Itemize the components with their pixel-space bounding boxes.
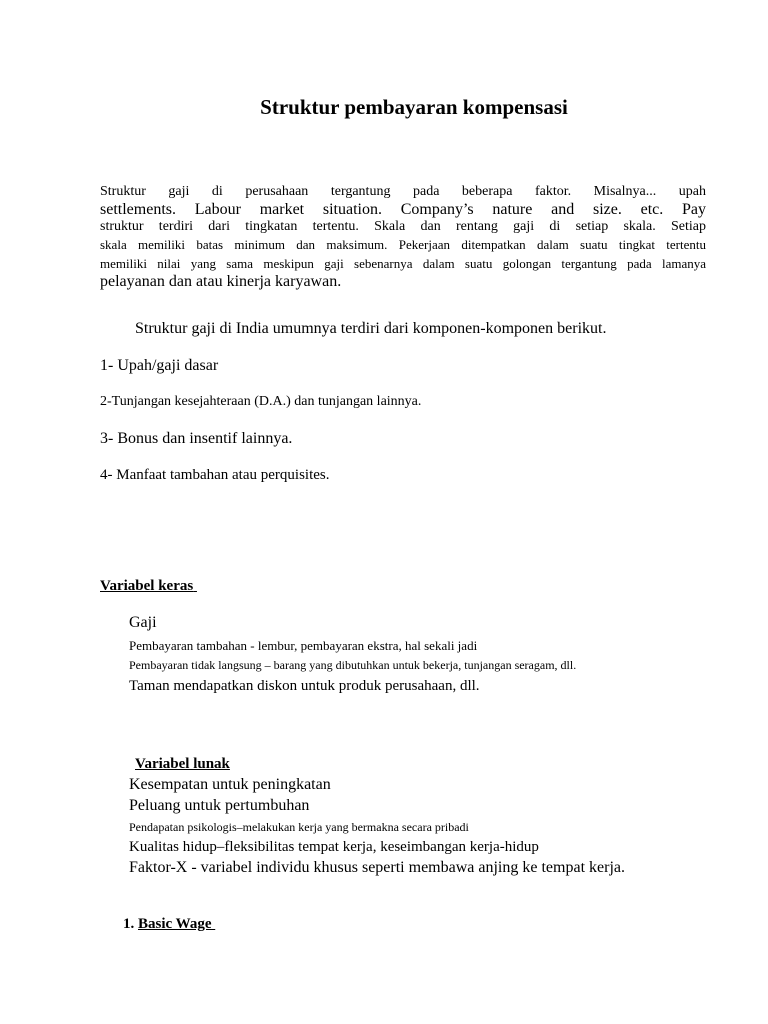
paragraph-line: skala memiliki batas minimum dan maksimum. Pekerjaan ditempatkan dalam suatu tingkat tertentu	[100, 236, 706, 252]
paragraph-line: memiliki nilai yang sama meskipun gaji sebenarnya dalam suatu golongan tergantung pada lamanya	[100, 255, 706, 271]
component-item: 4- Manfaat tambahan atau perquisites.	[100, 467, 330, 483]
section-number: 1.	[123, 916, 135, 932]
hard-variables-heading: Variabel keras	[100, 578, 194, 594]
intro-paragraph	[100, 184, 706, 292]
component-item: 2-Tunjangan kesejahteraan (D.A.) dan tunjangan lainnya.	[100, 394, 422, 409]
soft-variable-item: Peluang untuk pertumbuhan	[129, 797, 310, 814]
soft-variables-heading: Variabel lunak	[135, 756, 230, 772]
component-item: 3- Bonus dan insentif lainnya.	[100, 430, 293, 447]
paragraph-line: struktur terdiri dari tingkatan tertentu. Skala dan rentang gaji di setiap skala. Setiap	[100, 219, 706, 235]
paragraph-line: settlements. Labour market situation. Company’s nature and size. etc. Pay	[100, 201, 706, 219]
components-intro: Struktur gaji di India umumnya terdiri dari komponen-komponen berikut.	[135, 320, 607, 337]
soft-variable-item: Kualitas hidup–fleksibilitas tempat kerja, keseimbangan kerja-hidup	[129, 839, 539, 855]
paragraph-line: pelayanan dan atau kinerja karyawan.	[100, 273, 342, 291]
component-item: 1- Upah/gaji dasar	[100, 357, 219, 374]
soft-variable-item: Faktor-X - variabel individu khusus seperti membawa anjing ke tempat kerja.	[129, 859, 625, 876]
hard-variable-item: Pembayaran tambahan - lembur, pembayaran ekstra, hal sekali jadi	[129, 638, 478, 653]
paragraph-line: Struktur gaji di perusahaan tergantung pada beberapa faktor. Misalnya... upah	[100, 184, 706, 199]
document-title: Struktur pembayaran kompensasi	[260, 95, 568, 119]
soft-variable-item: Kesempatan untuk peningkatan	[129, 776, 331, 793]
section-label: Basic Wage	[138, 916, 212, 932]
hard-variable-item: Taman mendapatkan diskon untuk produk perusahaan, dll.	[129, 678, 480, 694]
hard-variable-item: Gaji	[129, 614, 157, 631]
hard-variable-item: Pembayaran tidak langsung – barang yang dibutuhkan untuk bekerja, tunjangan seragam, dll.	[129, 658, 577, 672]
section-basic-wage-heading	[123, 916, 215, 933]
soft-variable-item: Pendapatan psikologis–melakukan kerja yang bermakna secara pribadi	[129, 820, 469, 834]
